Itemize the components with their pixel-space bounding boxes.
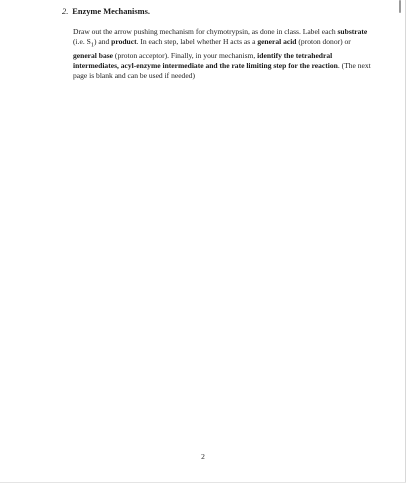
- question-number: 2.: [62, 7, 69, 16]
- page-number: 2: [201, 452, 205, 461]
- instruction-text: . (The next page is blank and can be used if needed): [73, 60, 371, 80]
- instruction-bold-general-base: general base: [73, 50, 114, 60]
- instruction-bold-identify: identify the tetrahedral intermediates, acyl-enzyme intermediate and the rate limiting step for the reaction: [73, 50, 338, 70]
- instruction-text: (i.e. S: [73, 37, 91, 47]
- instruction-text: Draw out the arrow pushing mechanism for chymotrypsin, as done in class. Label each: [73, 27, 338, 36]
- instruction-bold-product: product: [111, 37, 137, 47]
- instruction-text: (proton donor) or: [296, 37, 351, 47]
- question-title: Enzyme Mechanisms.: [72, 7, 150, 16]
- instruction-text: . In each step, label whether H acts as a: [136, 37, 258, 47]
- instruction-subscript: 1: [90, 41, 94, 49]
- instruction-bold-general-acid: general acid: [257, 37, 297, 47]
- instruction-bold-substrate: substrate: [337, 27, 368, 36]
- instruction-text: ) and: [93, 37, 112, 47]
- scrollbar-thumb[interactable]: [399, 0, 401, 13]
- instruction-text: (proton acceptor). Finally, in your mechanism,: [113, 50, 258, 60]
- question-instructions: [73, 27, 373, 81]
- question-heading: [62, 6, 150, 17]
